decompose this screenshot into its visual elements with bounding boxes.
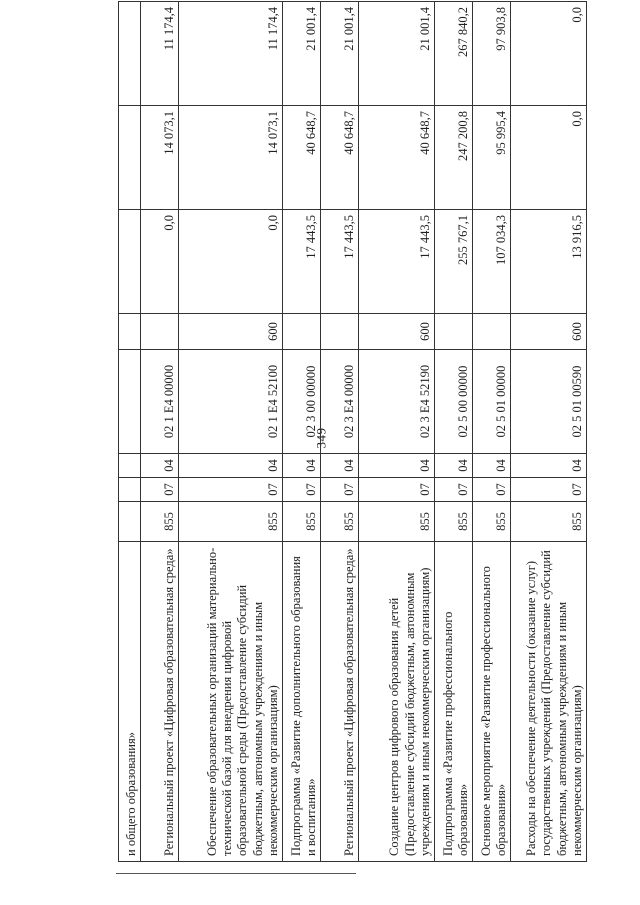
cell-y1: 107 034,3 [473, 210, 511, 314]
cell-y3: 21 001,4 [321, 2, 359, 106]
cell-rz: 07 [321, 478, 359, 502]
cell-y3: 267 840,2 [435, 2, 473, 106]
table-row [321, 2, 359, 862]
cell-y2: 247 200,8 [435, 106, 473, 210]
cell-csr: 02 3 Е4 52190 [359, 350, 435, 454]
cell-grbs [119, 502, 141, 542]
cell-name: Расходы на обеспечение деятельности (оказание услуг) государственных учреждений (Предоставление субсидий бюджетным, автономным учреждениям и иным некоммерческим организациям) [511, 542, 587, 862]
cell-csr: 02 5 00 00000 [435, 350, 473, 454]
cell-y1: 17 443,5 [321, 210, 359, 314]
cell-y2: 40 648,7 [359, 106, 435, 210]
table-body [119, 2, 587, 862]
cell-vr: 600 [511, 314, 587, 350]
cell-csr: 02 5 01 00000 [473, 350, 511, 454]
table-row [283, 2, 321, 862]
cell-vr: 600 [359, 314, 435, 350]
cell-y2: 40 648,7 [321, 106, 359, 210]
cell-grbs: 855 [511, 502, 587, 542]
cell-pr [119, 454, 141, 478]
cell-rz [119, 478, 141, 502]
cell-rz: 07 [473, 478, 511, 502]
cell-vr: 600 [179, 314, 283, 350]
cell-y2: 0,0 [511, 106, 587, 210]
cell-rz: 07 [141, 478, 179, 502]
cell-pr: 04 [321, 454, 359, 478]
cell-y1: 0,0 [141, 210, 179, 314]
cell-pr: 04 [179, 454, 283, 478]
cell-vr [321, 314, 359, 350]
cell-csr: 02 1 Е4 00000 [141, 350, 179, 454]
cell-grbs: 855 [321, 502, 359, 542]
cell-rz: 07 [179, 478, 283, 502]
table-row [359, 2, 435, 862]
table-row [119, 2, 141, 862]
table-row [473, 2, 511, 862]
cell-y3: 11 174,4 [179, 2, 283, 106]
cell-rz: 07 [283, 478, 321, 502]
cell-vr [473, 314, 511, 350]
cell-grbs: 855 [141, 502, 179, 542]
cell-y3: 0,0 [511, 2, 587, 106]
cell-pr: 04 [359, 454, 435, 478]
cell-y3: 21 001,4 [359, 2, 435, 106]
cell-y1: 255 767,1 [435, 210, 473, 314]
cell-y3 [119, 2, 141, 106]
cell-grbs: 855 [283, 502, 321, 542]
cell-pr: 04 [283, 454, 321, 478]
cell-y1: 0,0 [179, 210, 283, 314]
cell-vr [435, 314, 473, 350]
table-row [511, 2, 587, 862]
cell-y2 [119, 106, 141, 210]
cell-vr [119, 314, 141, 350]
budget-table [118, 1, 587, 862]
cell-grbs: 855 [179, 502, 283, 542]
cell-csr: 02 1 Е4 52100 [179, 350, 283, 454]
table-row [179, 2, 283, 862]
cell-name: Подпрограмма «Развитие профессионального образования» [435, 542, 473, 862]
cell-name: Обеспечение образовательных организаций материально-технической базой для внедрения цифровой образовательной среды (Предоставление субсидий бюджетным, автономным учреждениям и иным некоммерческим организациям) [179, 542, 283, 862]
cell-y1: 13 916,5 [511, 210, 587, 314]
cell-y2: 14 073,1 [141, 106, 179, 210]
page-number: 349 [313, 427, 329, 449]
cell-grbs: 855 [359, 502, 435, 542]
cell-rz: 07 [359, 478, 435, 502]
cell-csr: 02 3 Е4 00000 [321, 350, 359, 454]
cell-csr: 02 5 01 00590 [511, 350, 587, 454]
cell-y2: 95 995,4 [473, 106, 511, 210]
cell-csr: 02 3 00 00000 [283, 350, 321, 454]
cell-vr [283, 314, 321, 350]
cell-name: Основное мероприятие «Развитие профессионального образования» [473, 542, 511, 862]
cell-y1: 17 443,5 [283, 210, 321, 314]
cell-pr: 04 [435, 454, 473, 478]
table-row [435, 2, 473, 862]
cell-y2: 14 073,1 [179, 106, 283, 210]
cell-name: Подпрограмма «Развитие дополнительного образования и воспитания» [283, 542, 321, 862]
cell-pr: 04 [473, 454, 511, 478]
cell-csr [119, 350, 141, 454]
budget-table-rotated [118, 2, 586, 862]
cell-y2: 40 648,7 [283, 106, 321, 210]
cell-rz: 07 [511, 478, 587, 502]
table-row [141, 2, 179, 862]
cell-name: Региональный проект «Цифровая образовательная среда» [321, 542, 359, 862]
cell-pr: 04 [141, 454, 179, 478]
cell-y3: 97 903,8 [473, 2, 511, 106]
cell-vr [141, 314, 179, 350]
cell-name: и общего образования» [119, 542, 141, 862]
cell-y1: 17 443,5 [359, 210, 435, 314]
cell-y3: 11 174,4 [141, 2, 179, 106]
cell-y1 [119, 210, 141, 314]
cell-rz: 07 [435, 478, 473, 502]
cell-grbs: 855 [435, 502, 473, 542]
footer-rule [116, 873, 356, 874]
cell-grbs: 855 [473, 502, 511, 542]
cell-y3: 21 001,4 [283, 2, 321, 106]
cell-name: Региональный проект «Цифровая образовательная среда» [141, 542, 179, 862]
cell-name: Создание центров цифрового образования детей (Предоставление субсидий бюджетным, автономным учреждениям и иным некоммерческим организациям) [359, 542, 435, 862]
cell-pr: 04 [511, 454, 587, 478]
